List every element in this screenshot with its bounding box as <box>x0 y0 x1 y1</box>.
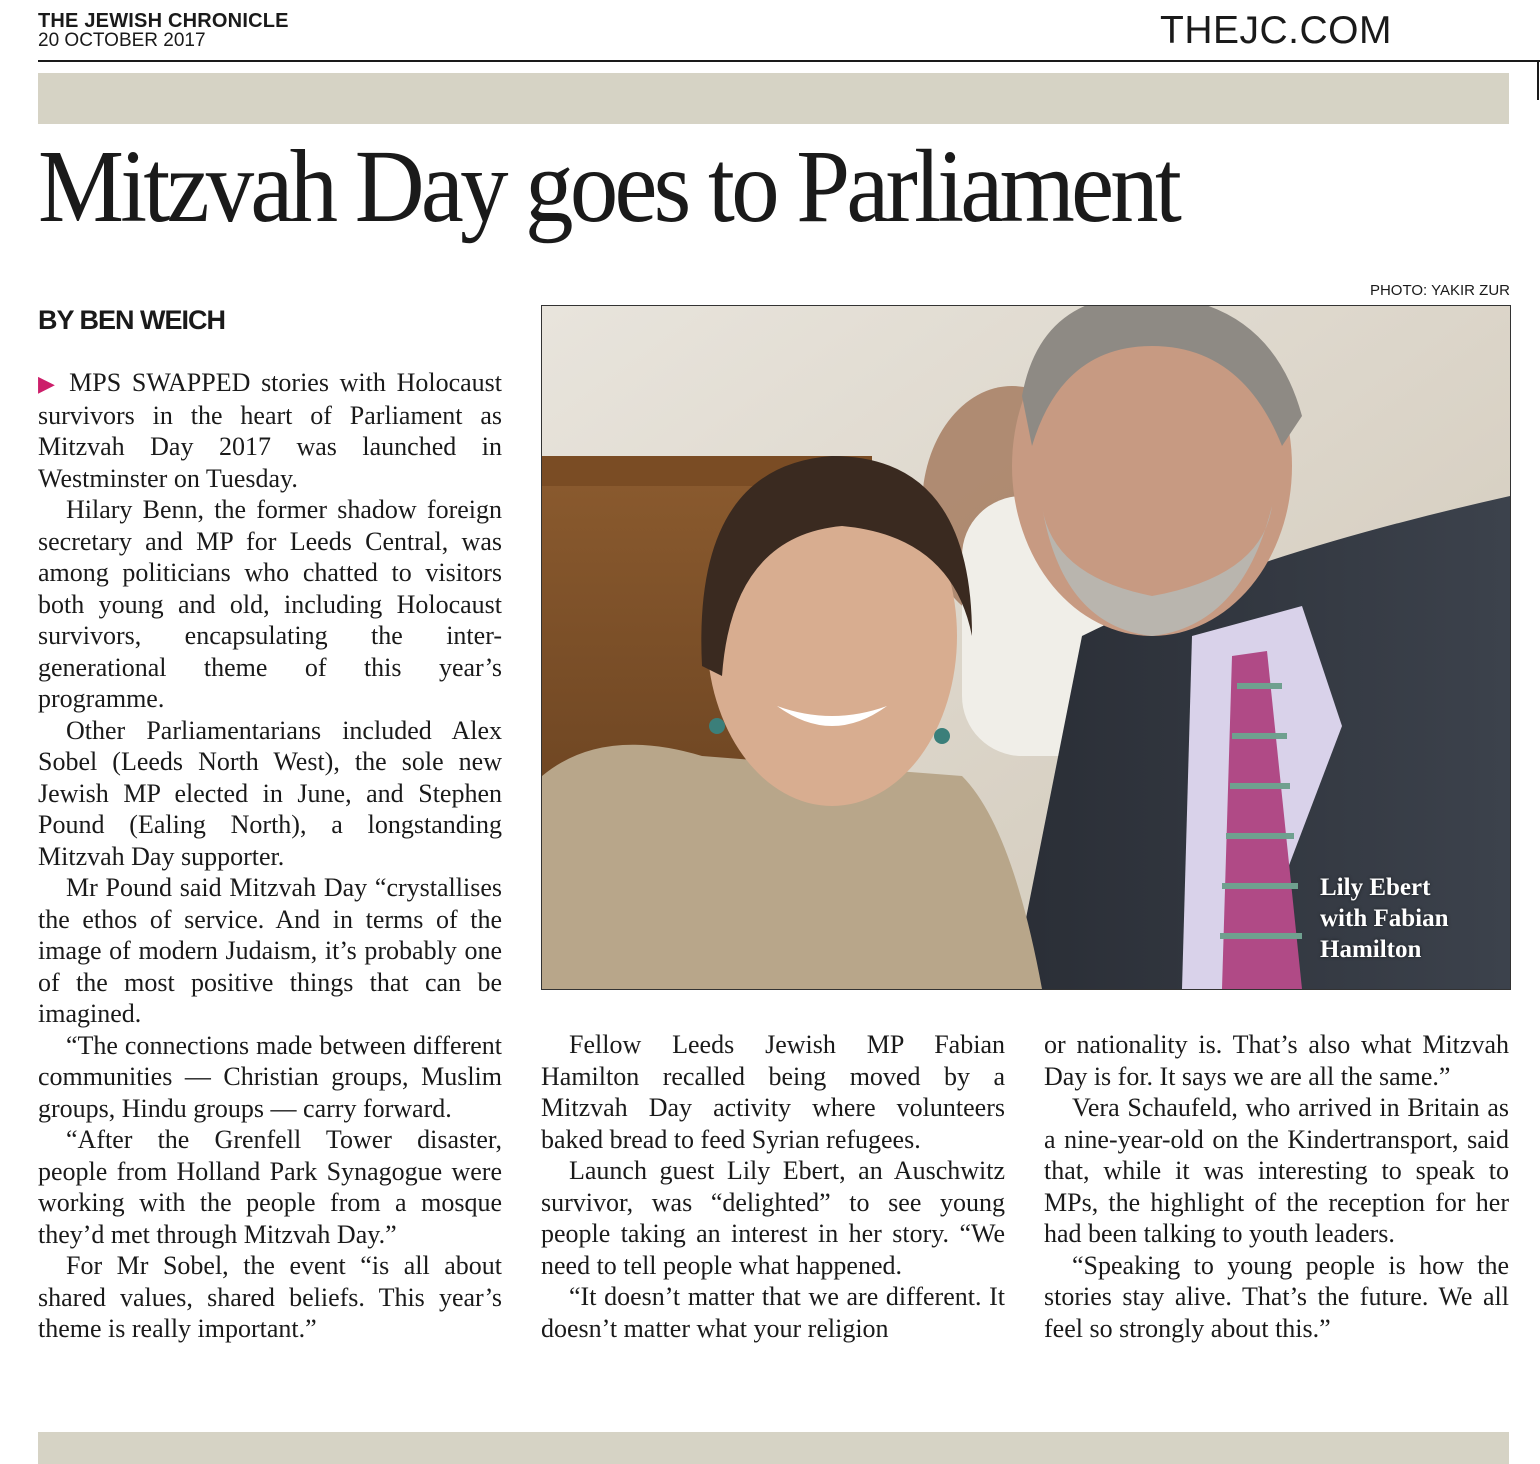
photo-caption: Lily Ebert with Fabian Hamilton <box>1320 874 1449 963</box>
paragraph: Mr Pound said Mitzvah Day “crystallises the ethos of service. And in terms of the image of modern Judaism, it’s probably one of the most positive things that can be imagined. <box>38 873 502 1028</box>
publication-name: THE JEWISH CHRONICLE <box>38 10 289 32</box>
paragraph: Hilary Benn, the former shadow foreign secretary and MP for Leeds Central, was among politicians who chatted to visitors both young and old, including Holocaust survivors, encapsulating the inter-generational theme of this year’s programme. <box>38 495 502 713</box>
masthead-rule <box>38 60 1540 62</box>
column-3 <box>1044 1029 1509 1344</box>
paragraph: “Speaking to young people is how the stories stay alive. That’s the future. We all feel so strongly about this.” <box>1044 1250 1509 1343</box>
play-arrow-icon: ▶ <box>38 371 60 396</box>
paragraph: “It doesn’t matter that we are different. It doesn’t matter what your religion <box>541 1282 1005 1343</box>
paragraph: Fellow Leeds Jewish MP Fabian Hamilton recalled being moved by a Mitzvah Day activity where volunteers baked bread to feed Syrian refugees. <box>541 1030 1005 1154</box>
paragraph: or nationality is. That’s also what Mitzvah Day is for. It says we are all the same.” <box>1044 1030 1509 1091</box>
site-url: THEJC.COM <box>1160 9 1392 52</box>
paragraph: ▶ MPS SWAPPED stories with Holocaust survivors in the heart of Parliament as Mitzvah Day 2017 was launched in Westminster on Tuesday. <box>38 368 503 493</box>
column-2 <box>541 1029 1005 1344</box>
top-band <box>38 73 1509 124</box>
masthead-rule-right <box>1537 60 1539 100</box>
issue-date: 20 OCTOBER 2017 <box>38 30 206 51</box>
paragraph: Vera Schaufeld, who arrived in Britain as a nine-year-old on the Kindertransport, said that, while it was interesting to speak to MPs, the highlight of the reception for her had been talking to youth leaders. <box>1044 1093 1509 1248</box>
paragraph: “After the Grenfell Tower disaster, people from Holland Park Synagogue were working with the people from a mosque they’d met through Mitzvah Day.” <box>38 1125 502 1249</box>
paragraph: “The connections made between different communities — Christian groups, Muslim groups, Hindu groups — carry forward. <box>38 1030 502 1123</box>
headline: Mitzvah Day goes to Parliament <box>38 129 1179 244</box>
byline: BY BEN WEICH <box>38 305 226 335</box>
bottom-band <box>38 1432 1509 1464</box>
paragraph: For Mr Sobel, the event “is all about shared values, shared beliefs. This year’s theme is really important.” <box>38 1251 502 1343</box>
column-1 <box>38 367 502 1345</box>
paragraph: Launch guest Lily Ebert, an Auschwitz survivor, was “delighted” to see young people taking an interest in her story. “We need to tell people what happened. <box>541 1156 1005 1280</box>
photo-credit: PHOTO: YAKIR ZUR <box>1369 282 1510 299</box>
paragraph: Other Parliamentarians included Alex Sobel (Leeds North West), the sole new Jewish MP elected in June, and Stephen Pound (Ealing North), a longstanding Mitzvah Day supporter. <box>38 715 502 871</box>
